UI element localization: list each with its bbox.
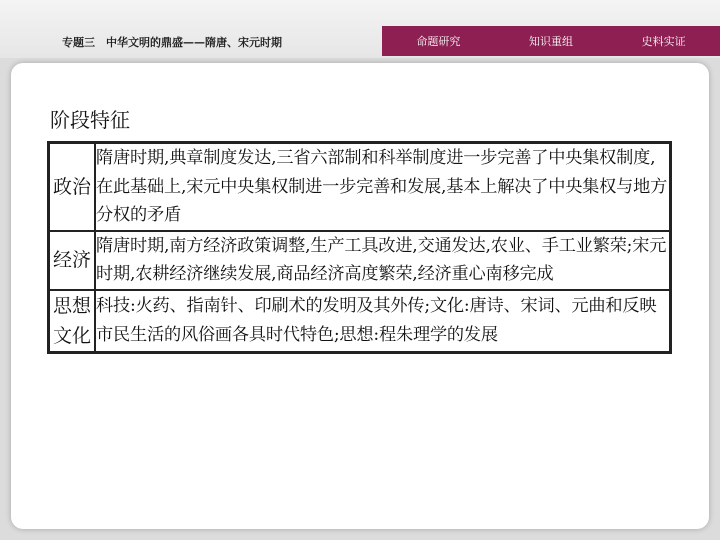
category-economy: 经济 <box>49 231 96 290</box>
section-title: 阶段特征 <box>50 108 130 132</box>
table-row <box>49 290 671 353</box>
nav-item-research[interactable]: 命题研究 <box>416 35 461 48</box>
top-bar <box>0 0 720 58</box>
table-row <box>49 231 671 290</box>
page-header-title: 专题三 中华文明的鼎盛——隋唐、宋元时期 <box>62 36 282 49</box>
category-culture: 思想文化 <box>49 290 96 353</box>
features-table <box>47 141 672 354</box>
nav-bar <box>382 26 720 56</box>
nav-item-knowledge[interactable]: 知识重组 <box>529 35 573 48</box>
description-culture: 科技:火药、指南针、印刷术的发明及其外传;文化:唐诗、宋词、元曲和反映市民生活的风俗画各具时代特色;思想:程朱理学的发展 <box>95 290 671 353</box>
description-politics: 隋唐时期,典章制度发达,三省六部制和科举制度进一步完善了中央集权制度,在此基础上,宋元中央集权制进一步完善和发展,基本上解决了中央集权与地方分权的矛盾 <box>95 143 671 231</box>
table-row <box>49 143 671 231</box>
description-economy: 隋唐时期,南方经济政策调整,生产工具改进,交通发达,农业、手工业繁荣;宋元时期,农耕经济继续发展,商品经济高度繁荣,经济重心南移完成 <box>95 231 671 290</box>
nav-item-evidence[interactable]: 史料实证 <box>641 35 686 48</box>
category-politics: 政治 <box>49 143 96 231</box>
